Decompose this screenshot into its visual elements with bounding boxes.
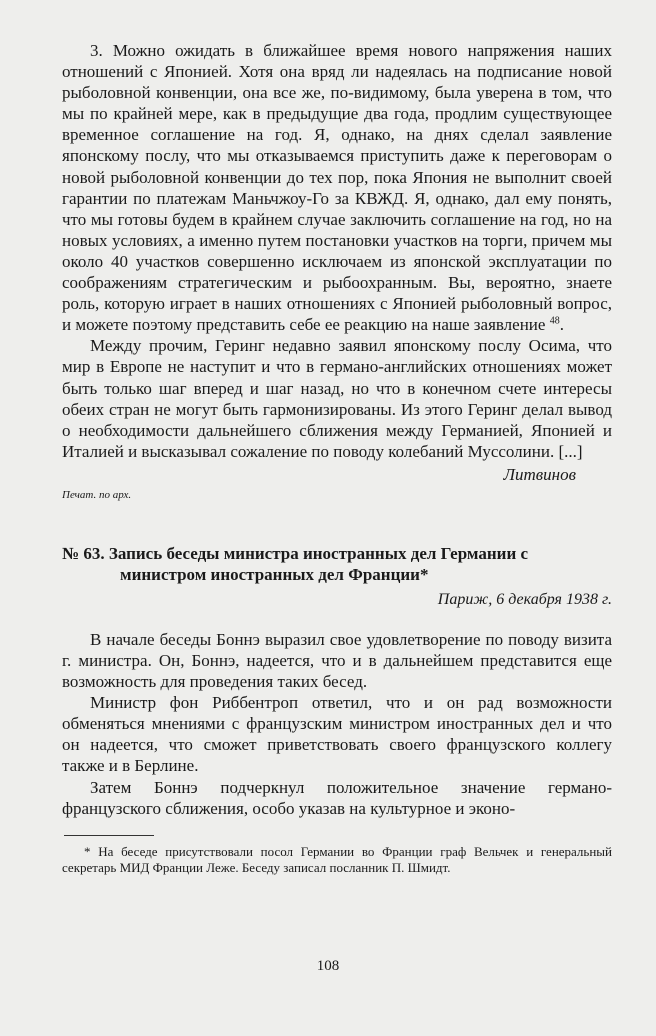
page-number: 108 (316, 958, 340, 974)
footnote-divider (64, 835, 154, 836)
document-title: Запись беседы министра иностранных дел Германии с министром иностранных дел Франции (108, 543, 529, 584)
signature: Литвинов (503, 464, 576, 484)
letter-paragraph-text: 3. Можно ожидать в ближайшее время нового напряжения наших отношений с Японией. Хотя она вряд ли надеялась на подписание новой рыболовной конвенции, она все же, по-видимому, была уверена в том, что мы по крайней мере, как в предыдущие два года, продлим существующее временное соглашение на год. Я, однако, на днях сделал заявление японскому послу, что мы отказываемся приступить даже к переговорам о новой рыболовной конвенции до тех пор, пока Япония не выполнит своей гарантии по платежам Маньчжоу-Го за КВЖД. Я, однако, дал ему понять, что мы готовы будем в крайнем случае заключить соглашение на год, но на новых условиях, а именно путем постановки участков на торги, причем мы около 40 участков совершенно исключаем из японской эксплуатации по соображениям стратегическим и рыбоохранным. Вы, вероятно, знаете роль, которую играет в наших отношениях с Японией рыболовный вопрос, и можете поэтому представить себе ее реакцию на наше заявление (62, 41, 612, 335)
letter-paragraph: Между прочим, Геринг недавно заявил японскому послу Осима, что мир в Европе не наступит и что в германо-английских отношениях может быть только шаг вперед и шаг назад, но что в конечном счете интересы обеих стран не могут быть гармонизированы. Из этого Геринг делал вывод о необходимости дальнейшего сближения между Германией, Японией и Италией и высказывал сожаление по поводу колебаний Муссолини. [...] (62, 336, 612, 461)
page-body (62, 40, 612, 876)
letter-paragraph (62, 40, 612, 335)
document-paragraph: Затем Боннэ подчеркнул положительное значение германо-французского сближения, особо указав на культурное и эконо- (62, 777, 612, 818)
footnote-ref: 48 (549, 315, 560, 327)
title-footnote-mark: * (419, 564, 429, 584)
footnote: * На беседе присутствовали посол Германии во Франции граф Вельчек и генеральный секретарь МИД Франции Леже. Беседу записал посланник П. Шмидт. (62, 843, 612, 875)
document-number: № 63. (62, 543, 105, 563)
archive-source-note: Печат. по арх. (62, 488, 132, 501)
period: . (559, 315, 564, 335)
document-paragraph: Министр фон Риббентроп ответил, что и он рад возможности обменяться мнениями с французским министром иностранных дел и что он надеется, что сможет приветствовать своего французского коллегу также и в Берлине. (62, 693, 612, 776)
document-heading (62, 543, 612, 585)
document-paragraph: В начале беседы Боннэ выразил свое удовлетворение по поводу визита г. министра. Он, Боннэ, надеется, что и в дальнейшем представится еще возможность для проведения таких бесед. (62, 629, 612, 692)
dateline: Париж, 6 декабря 1938 г. (437, 590, 612, 608)
